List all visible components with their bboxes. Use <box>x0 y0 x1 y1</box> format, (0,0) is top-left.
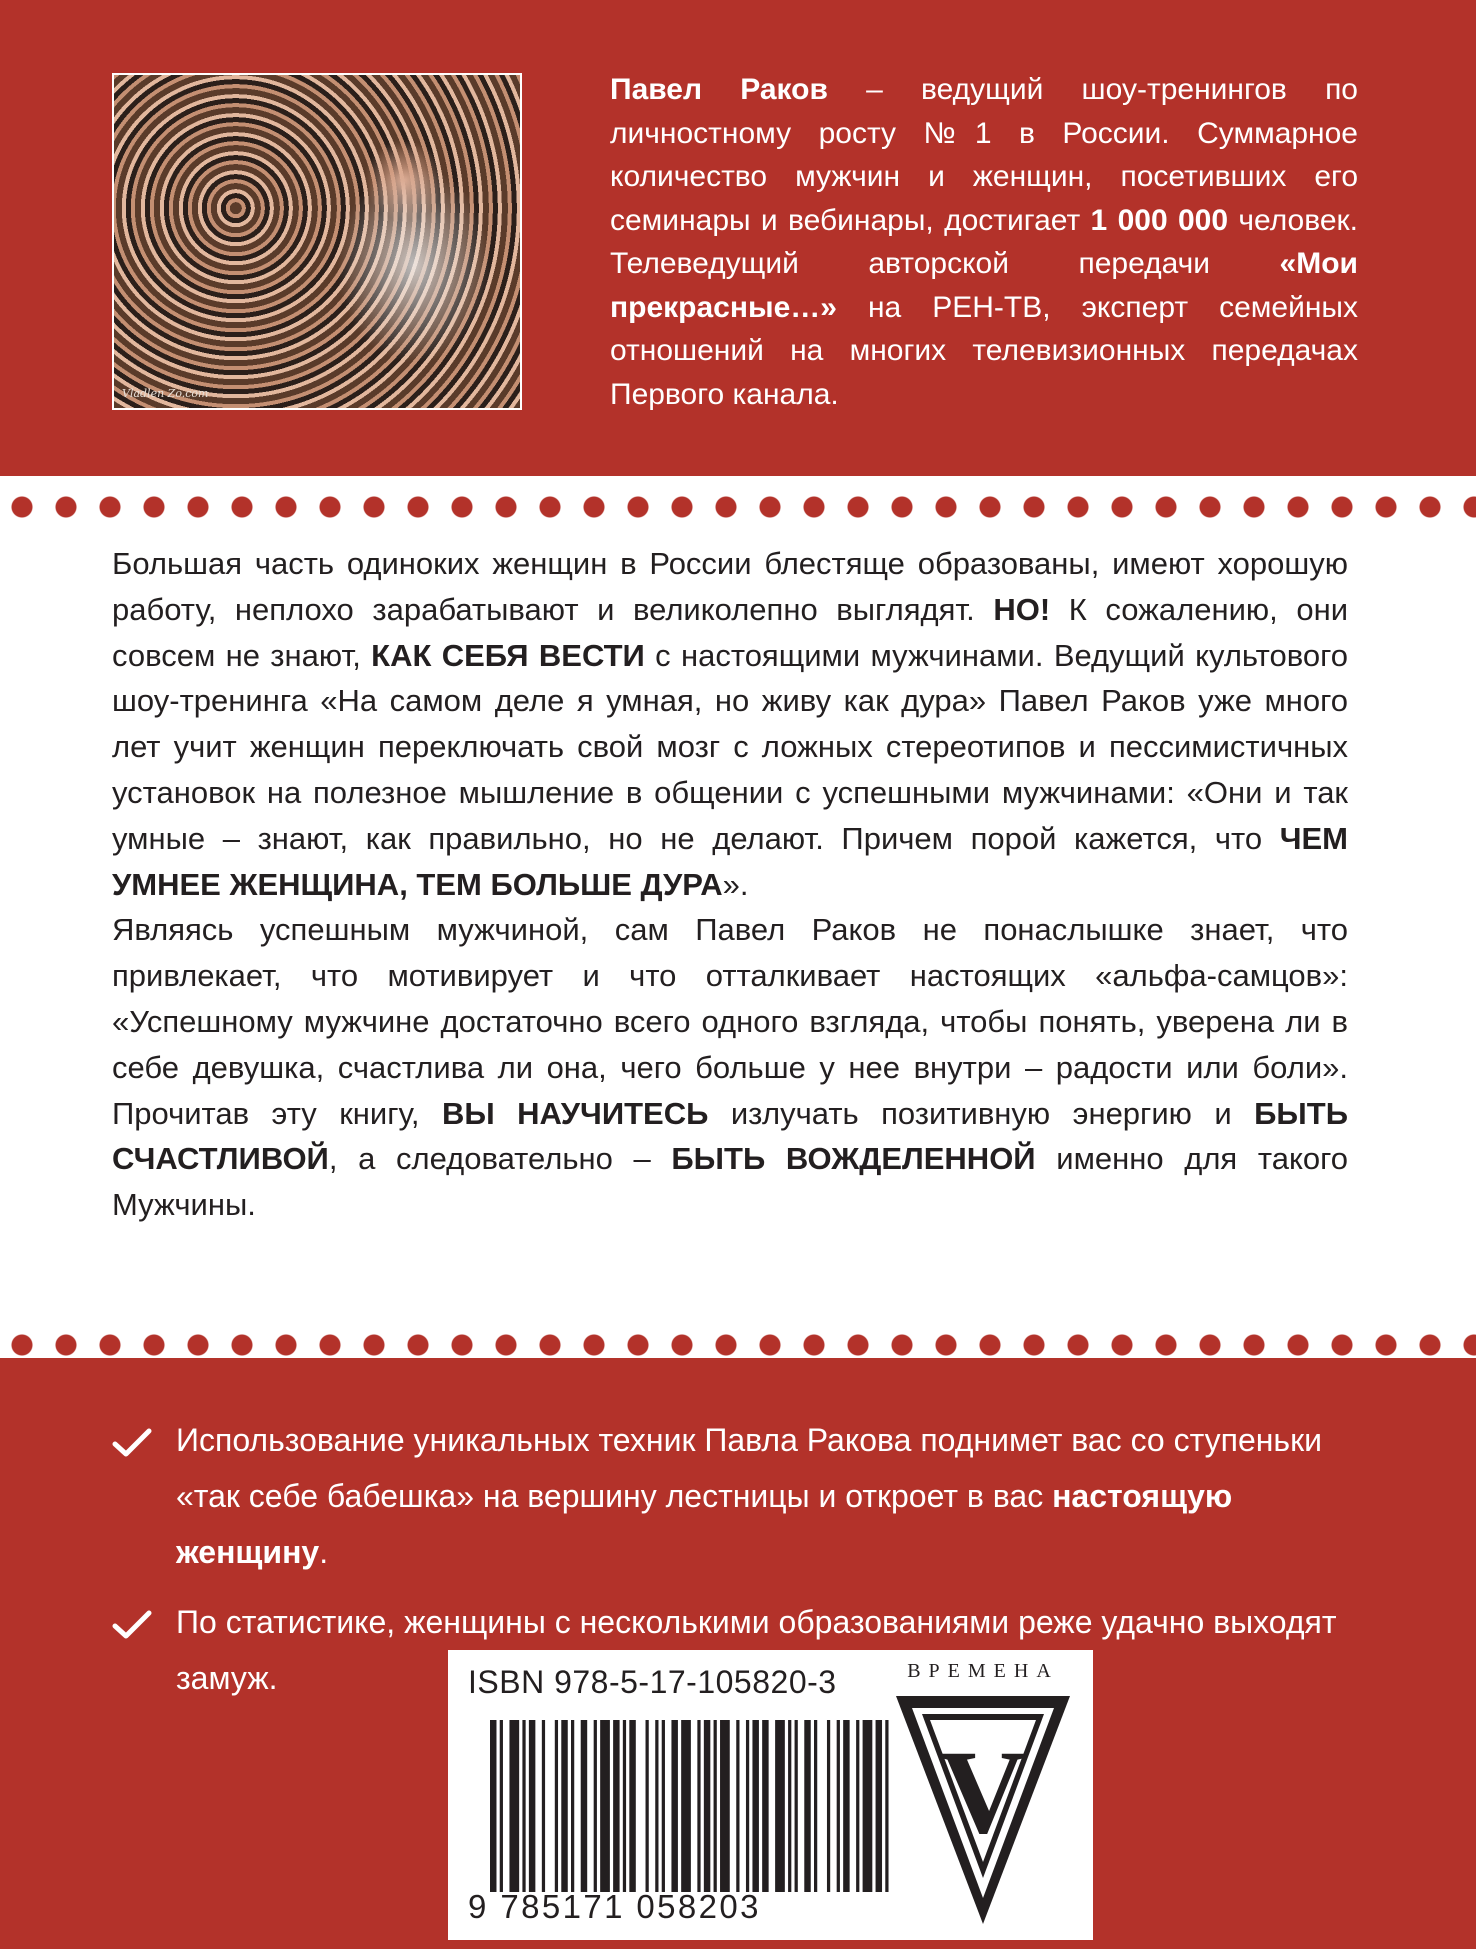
barcode-icon <box>490 1720 895 1892</box>
barcode-box <box>448 1650 1093 1940</box>
desc-emphasis: БЫТЬ ВОЖДЕЛЕННОЙ <box>671 1141 1036 1177</box>
benefit-text-part: . <box>319 1534 329 1570</box>
author-bio <box>610 68 1358 416</box>
benefit-item <box>112 1412 1352 1580</box>
description-paragraph-2 <box>112 907 1348 1228</box>
publisher-letter: V <box>939 1725 1027 1858</box>
publisher-name: ВРЕМЕНА <box>907 1660 1059 1682</box>
author-name: Павел Раков <box>610 73 828 106</box>
author-photo <box>112 73 522 410</box>
photo-credit: Vladlen Zo.com <box>122 387 209 400</box>
benefit-text: По статистике, женщины с несколькими образованиями реже удачно выходят замуж. <box>176 1604 1337 1696</box>
desc-text: с настоящими мужчинами. Ведущий культового шоу-тренинга «На самом деле я умная, но живу как дура» Павел Раков уже много лет учит женщин переключать свой мозг с ложных стереотипов и пессимистичных установок на полезное мышление в общении с успешными мужчинами: «Они и так умные – знают, как правильно, но не делают. Причем порой кажется, что <box>112 637 1348 856</box>
book-description <box>112 541 1348 1228</box>
desc-text: Большая часть одиноких женщин в России блестяще образованы, имеют хорошую работу, неплохо зарабатывают и великолепно выглядят. <box>112 546 1348 627</box>
desc-text: именно для такого Мужчины. <box>112 1141 1348 1223</box>
bio-show: «Мои прекрасные…» <box>610 247 1358 324</box>
benefit-text-part: Использование уникальных техник Павла Ракова поднимет вас со ступеньки «так себе бабешка» на вершину лестницы и откроет в вас <box>176 1422 1322 1514</box>
desc-emphasis: ЧЕМ УМНЕЕ ЖЕНЩИНА, ТЕМ БОЛЬШЕ ДУРА <box>112 820 1348 902</box>
desc-text: излучать позитивную энергию и <box>708 1095 1255 1131</box>
desc-text: , а следовательно – <box>328 1141 672 1177</box>
benefit-emphasis: настоящую женщину <box>176 1478 1233 1570</box>
benefit-text <box>176 1422 1322 1570</box>
desc-text: Являясь успешным мужчиной, сам Павел Раков не понаслышке знает, что привлекает, что мотивирует и что отталкивает настоящих «альфа-самцов»: «Успешному мужчине достаточно всего одного взгляда, чтобы понять, уверена ли в себе девушка, счастлива ли она, чего больше у нее внутри – радости или боли». Прочитав эту книгу, <box>112 912 1348 1131</box>
publisher-triangle-icon <box>888 1692 1078 1928</box>
barcode-digits: 9 785171 058203 <box>468 1888 761 1925</box>
desc-emphasis: НО! <box>993 591 1051 627</box>
bio-text-3: на РЕН-ТВ, эксперт семейных отношений на многих телевизионных передачах Первого канала. <box>610 290 1358 411</box>
desc-emphasis: БЫТЬ СЧАСТЛИВОЙ <box>112 1095 1348 1177</box>
publisher-logo <box>888 1654 1078 1934</box>
bio-text-1: – ведущий шоу-тренингов по личностному росту №1 в России. Суммарное количество мужчин и женщин, посетивших его семинары и вебинары, достигает <box>610 73 1358 237</box>
description-paragraph-1 <box>112 541 1348 907</box>
desc-emphasis: ВЫ НАУЧИТЕСЬ <box>441 1095 709 1131</box>
desc-text: К сожалению, они совсем не знают, <box>112 591 1349 673</box>
isbn-label: ISBN 978-5-17-105820-3 <box>468 1664 837 1700</box>
checkmark-icon <box>112 1610 152 1640</box>
desc-text: ». <box>722 866 749 902</box>
scallop-border-top <box>0 482 1476 532</box>
checkmark-icon <box>112 1428 152 1458</box>
scallop-border-bottom <box>0 1320 1476 1370</box>
desc-emphasis: КАК СЕБЯ ВЕСТИ <box>371 637 645 673</box>
bio-text-2: человек. Телеведущий авторской передачи <box>610 203 1358 280</box>
bio-count: 1 000 000 <box>1090 203 1229 237</box>
